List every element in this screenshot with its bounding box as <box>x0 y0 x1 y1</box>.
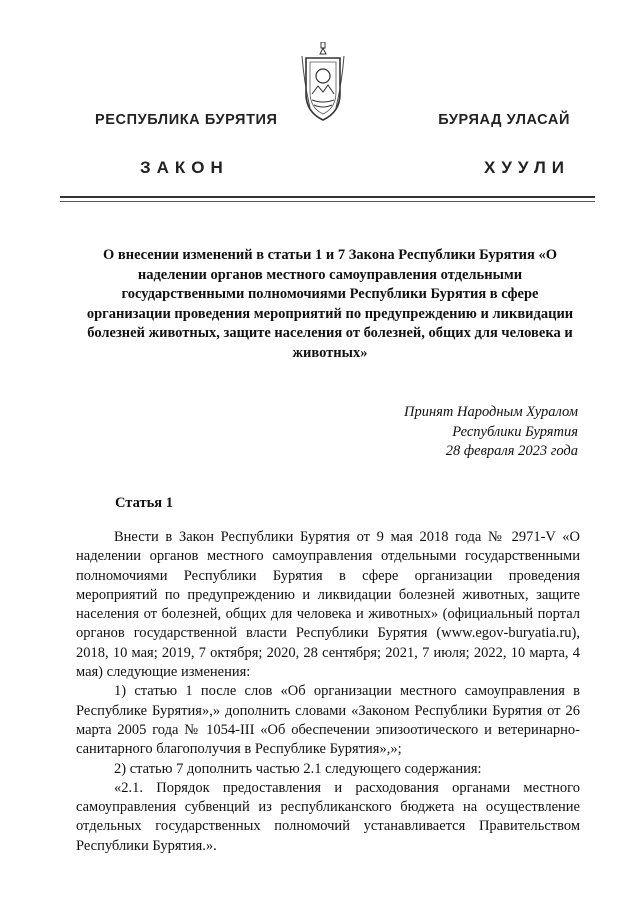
article-heading: Статья 1 <box>115 495 173 511</box>
article-paragraph: 1) статью 1 после слов «Об организации местного самоуправления в Республике Бурятия»,» дополнить словами «Законом Республики Бурятия от 26 марта 2005 года № 1054-III «Об обеспечении эпизоотического и ветеринарно-санитарного благополучия в Республике Бурятия»,»; <box>76 683 580 758</box>
adoption-line-1: Принят Народным Хуралом <box>403 404 578 420</box>
republic-name-buryat: БУРЯАД УЛАСАЙ <box>438 112 570 128</box>
republic-name-russian: РЕСПУБЛИКА БУРЯТИЯ <box>95 112 278 128</box>
coat-of-arms-emblem-icon <box>300 42 346 122</box>
article-paragraph: «2.1. Порядок предоставления и расходования органами местного самоуправления субвенций из республиканского бюджета на осуществление отдельных государственных полномочий устанавливается Правительством Республики Бурятия.». <box>76 779 580 854</box>
article-body <box>76 528 580 856</box>
document-title: О внесении изменений в статьи 1 и 7 Закона Республики Бурятия «О наделении органов местного самоуправления отдельными государственными полномочиями Республики Бурятия в сфере организации проведения мероприятий по предупреждению и ликвидации болезней животных, защите населения от болезней, общих для человека и животных» <box>86 247 574 361</box>
article-paragraph: Внести в Закон Республики Бурятия от 9 мая 2018 года № 2971-V «О наделении органов местного самоуправления отдельными государственными полномочиями Республики Бурятия в сфере организации проведения мероприятий по предупреждению и ликвидации болезней животных, защите населения от болезней, общих для человека и животных» (официальный портал органов государственной власти Республики Бурятия (www.egov-buryatia.ru), 2018, 10 мая; 2019, 7 октября; 2020, 28 сентября; 2021, 7 июля; 2022, 10 марта, 4 мая) следующие изменения: <box>76 529 580 681</box>
adoption-date: 28 февраля 2023 года <box>445 443 578 459</box>
law-label-buryat: ХУУЛИ <box>484 158 570 177</box>
header-divider-thin <box>60 201 595 202</box>
article-paragraph: 2) статью 7 дополнить частью 2.1 следующего содержания: <box>114 760 482 777</box>
law-label-russian: ЗАКОН <box>140 158 229 177</box>
header-divider-thick <box>60 196 595 198</box>
adoption-line-2: Республики Бурятия <box>452 423 578 440</box>
adoption-note <box>404 403 578 462</box>
